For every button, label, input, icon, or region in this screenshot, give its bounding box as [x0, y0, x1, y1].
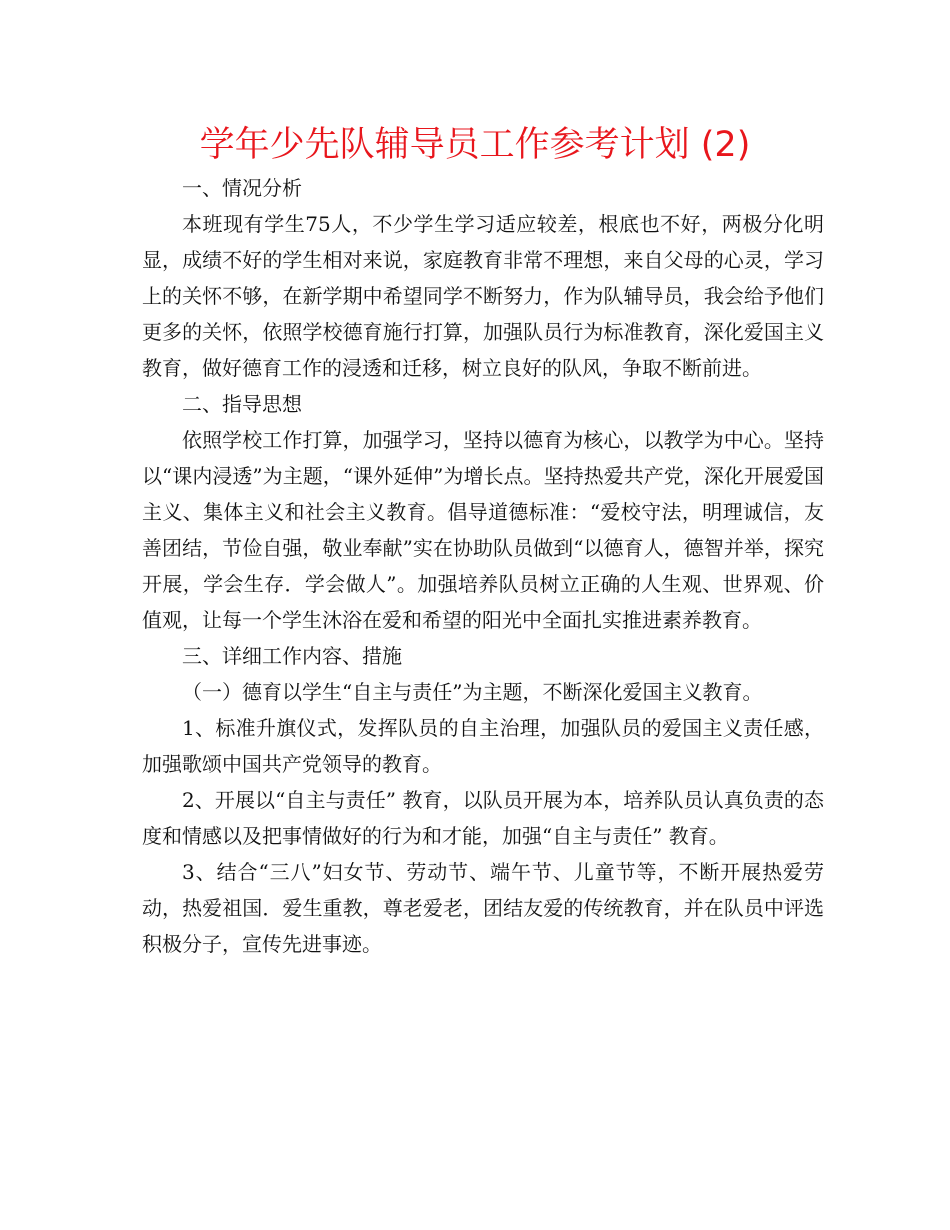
- section-heading-situation: 一、情况分析: [182, 176, 302, 200]
- paragraph-item-2: 2、开展以“自主与责任” 教育，以队员开展为本，培养队员认真负责的态度和情感以及把事情做好的行为和才能，加强“自主与责任” 教育。: [142, 788, 824, 848]
- section-heading-work-content: 三、详细工作内容、措施: [182, 644, 402, 668]
- section-heading-guiding-thought: 二、指导思想: [182, 392, 302, 416]
- paragraph-item-1: 1、标准升旗仪式，发挥队员的自主治理，加强队员的爱国主义责任感，加强歌颂中国共产党领导的教育。: [142, 716, 824, 776]
- document-title: 学年少先队辅导员工作参考计划 (2): [199, 125, 751, 165]
- paragraph-item-3: 3、结合“三八”妇女节、劳动节、端午节、儿童节等，不断开展热爱劳动，热爱祖国．爱生重教，尊老爱老，团结友爱的传统教育，并在队员中评选积极分子，宣传先进事迹。: [142, 860, 824, 956]
- paragraph-situation: 本班现有学生75人，不少学生学习适应较差，根底也不好，两极分化明显，成绩不好的学生相对来说，家庭教育非常不理想，来自父母的心灵，学习上的关怀不够，在新学期中希望同学不断努力，作为队辅导员，我会给予他们更多的关怀，依照学校德育施行打算，加强队员行为标准教育，深化爱国主义教育，做好德育工作的浸透和迁移，树立良好的队风，争取不断前进。: [142, 212, 824, 380]
- paragraph-moral-education: （一）德育以学生“自主与责任”为主题，不断深化爱国主义教育。: [182, 680, 763, 704]
- document-body: [142, 170, 824, 962]
- paragraph-guiding-thought: 依照学校工作打算，加强学习，坚持以德育为核心，以教学为中心。坚持以“课内浸透”为主题，“课外延伸”为增长点。坚持热爱共产党，深化开展爱国主义、集体主义和社会主义教育。倡导道德标准：“爱校守法，明理诚信，友善团结，节俭自强，敬业奉献”实在协助队员做到“以德育人，德智并举，探究开展，学会生存．学会做人”。加强培养队员树立正确的人生观、世界观、价值观，让每一个学生沐浴在爱和希望的阳光中全面扎实推进素养教育。: [142, 428, 824, 632]
